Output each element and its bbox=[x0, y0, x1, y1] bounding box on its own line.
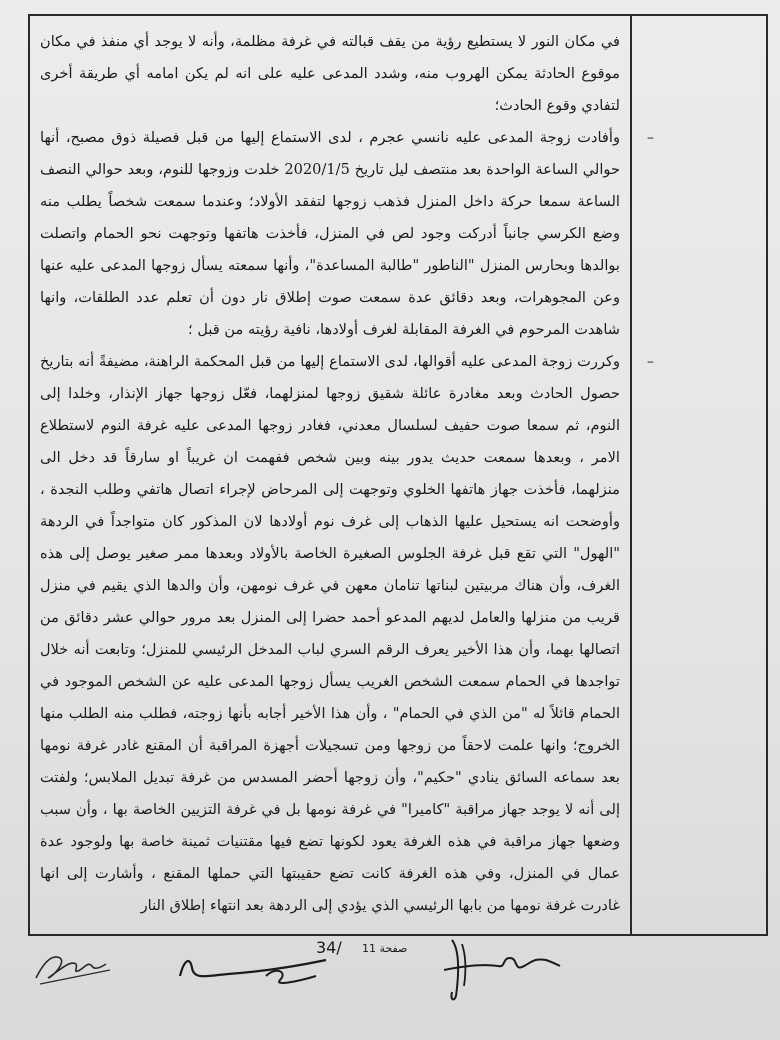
right-margin-column bbox=[630, 16, 766, 934]
page-footer bbox=[0, 936, 780, 1040]
paragraph-text: في مكان النور لا يستطيع رؤية من يقف قبالته في غرفة مظلمة، وأنه لا يوجد أي منفذ في مكان موقوع الحادثة يمكن الهروب منه، وشدد المدعى عليه على انه لم يكن امامه أي طريقة أخرى لتفادي وقوع الحادث؛ bbox=[40, 33, 620, 114]
paragraph-text: وكررت زوجة المدعى عليه أقوالها، لدى الاستماع إليها من قبل المحكمة الراهنة، مضيفةً أنه بتاريخ حصول الحادث وبعد مغادرة عائلة شقيق زوجها لمنزلهما، فعّل زوجها جهاز الإنذار، وخلدا إلى النوم، ثم سمعا صوت حفيف لسلسال معدني، فغادر زوجها المدعى عليه غرفة النوم لاستطلاع الامر ، وبعدها سمعت حديث يدور بينه وبين شخص ففهمت ان غريباً او سارقاً قد دخل الى منزلهما، فأخذت جهاز هاتفها الخلوي وتوجهت إلى المرحاض لإجراء اتصال هاتفي وطلب النجدة ، وأوضحت انه يستحيل عليها الذهاب إلى غرف نوم أولادها لان المذكور كان متواجداً في الردهة "الهول" التي تقع قبل غرفة الجلوس الصغيرة الخاصة بالأولاد وبعدها ممر صغير يوصل إلى هذه الغرف، وأن هناك مربيتين لبناتها تنامان معهن في غرف نومهن، وأن والدها الذي يقيم في منزل قريب من منزلها والعامل لديهم المدعو أحمد حضرا إلى المنزل بعد مرور حوالي عشر دقائق من اتصالها بهما، وأن هذا الأخير يعرف الرقم السري لباب المدخل الرئيسي للمنزل؛ وتابعت أنه خلال تواجدها في الحمام سمعت الشخص الغريب يسأل زوجها المدعى عليه عن الشخص الموجود في الحمام قائلاً له "من الذي في الحمام" ، وأن هذا الأخير أجابه بأنها زوجته، فطلب منه الطلب منها الخروج؛ وانها علمت لاحقاً من زوجها ومن تسجيلات أجهزة المراقبة أن المقنع غادر غرفة نومها بعد سماعه السائق ينادي "حكيم"، وأن زوجها أحضر المسدس من غرفة تبديل الملابس؛ ولفتت إلى أنه لا يوجد جهاز مراقبة "كاميرا" في غرفة نومها بل في غرفة التزيين الخاصة بها ، وأن سبب وضعها جهاز مراقبة في هذه الغرفة يعود لكونها تضع فيها مقتنيات ثمينة خاصة بها ولوجود عدة عمال في المنزل، وفي هذه الغرفة كانت تضع حقيبتها التي حملها المقنع ، وأشارت إلى انها غادرت غرفة نومها من بابها الرئيسي الذي يؤدي إلى الردهة بعد انتهاء إطلاق النار bbox=[40, 353, 620, 914]
paragraph-dash-marker: – bbox=[647, 130, 654, 146]
paragraph-text: وأفادت زوجة المدعى عليه نانسي عجرم ، لدى الاستماع إليها من قبل فصيلة ذوق مصبح، أنها حوالي الساعة الواحدة بعد منتصف ليل تاريخ 2020/1/5 خلدت وزوجها للنوم، وبعد حوالي النصف الساعة سمعا حركة داخل المنزل فذهب زوجها لتفقد الأولاد؛ وعندما سمعت شخصاً يطلب منه وضع الكرسي جانباً أدركت وجود لص في المنزل، فأخذت هاتفها وتوجهت نحو الحمام واتصلت بوالدها وبحارس المنزل "الناطور "طالبة المساعدة"، وأنها سمعته يسأل زوجها المدعى عليه عنها وعن المجوهرات، وبعد دقائق عدة سمعت صوت إطلاق نار دون أن تعلم عدد الطلقات، وانها شاهدت المرحوم في الغرفة المقابلة لغرف أولادها، نافية رؤيته من قبل ؛ bbox=[40, 129, 620, 338]
signature-middle-icon bbox=[176, 946, 336, 990]
page-border bbox=[28, 14, 768, 936]
page-number: 34/ bbox=[316, 938, 342, 957]
paragraph-1 bbox=[40, 26, 620, 122]
signature-left-icon bbox=[30, 940, 116, 990]
signature-right-icon bbox=[414, 936, 564, 1006]
page-label: صفحة 11 bbox=[362, 942, 408, 955]
text-column bbox=[30, 16, 654, 934]
paragraph-3 bbox=[40, 346, 654, 922]
paragraph-2 bbox=[40, 122, 654, 346]
paragraph-dash-marker: – bbox=[647, 354, 654, 370]
